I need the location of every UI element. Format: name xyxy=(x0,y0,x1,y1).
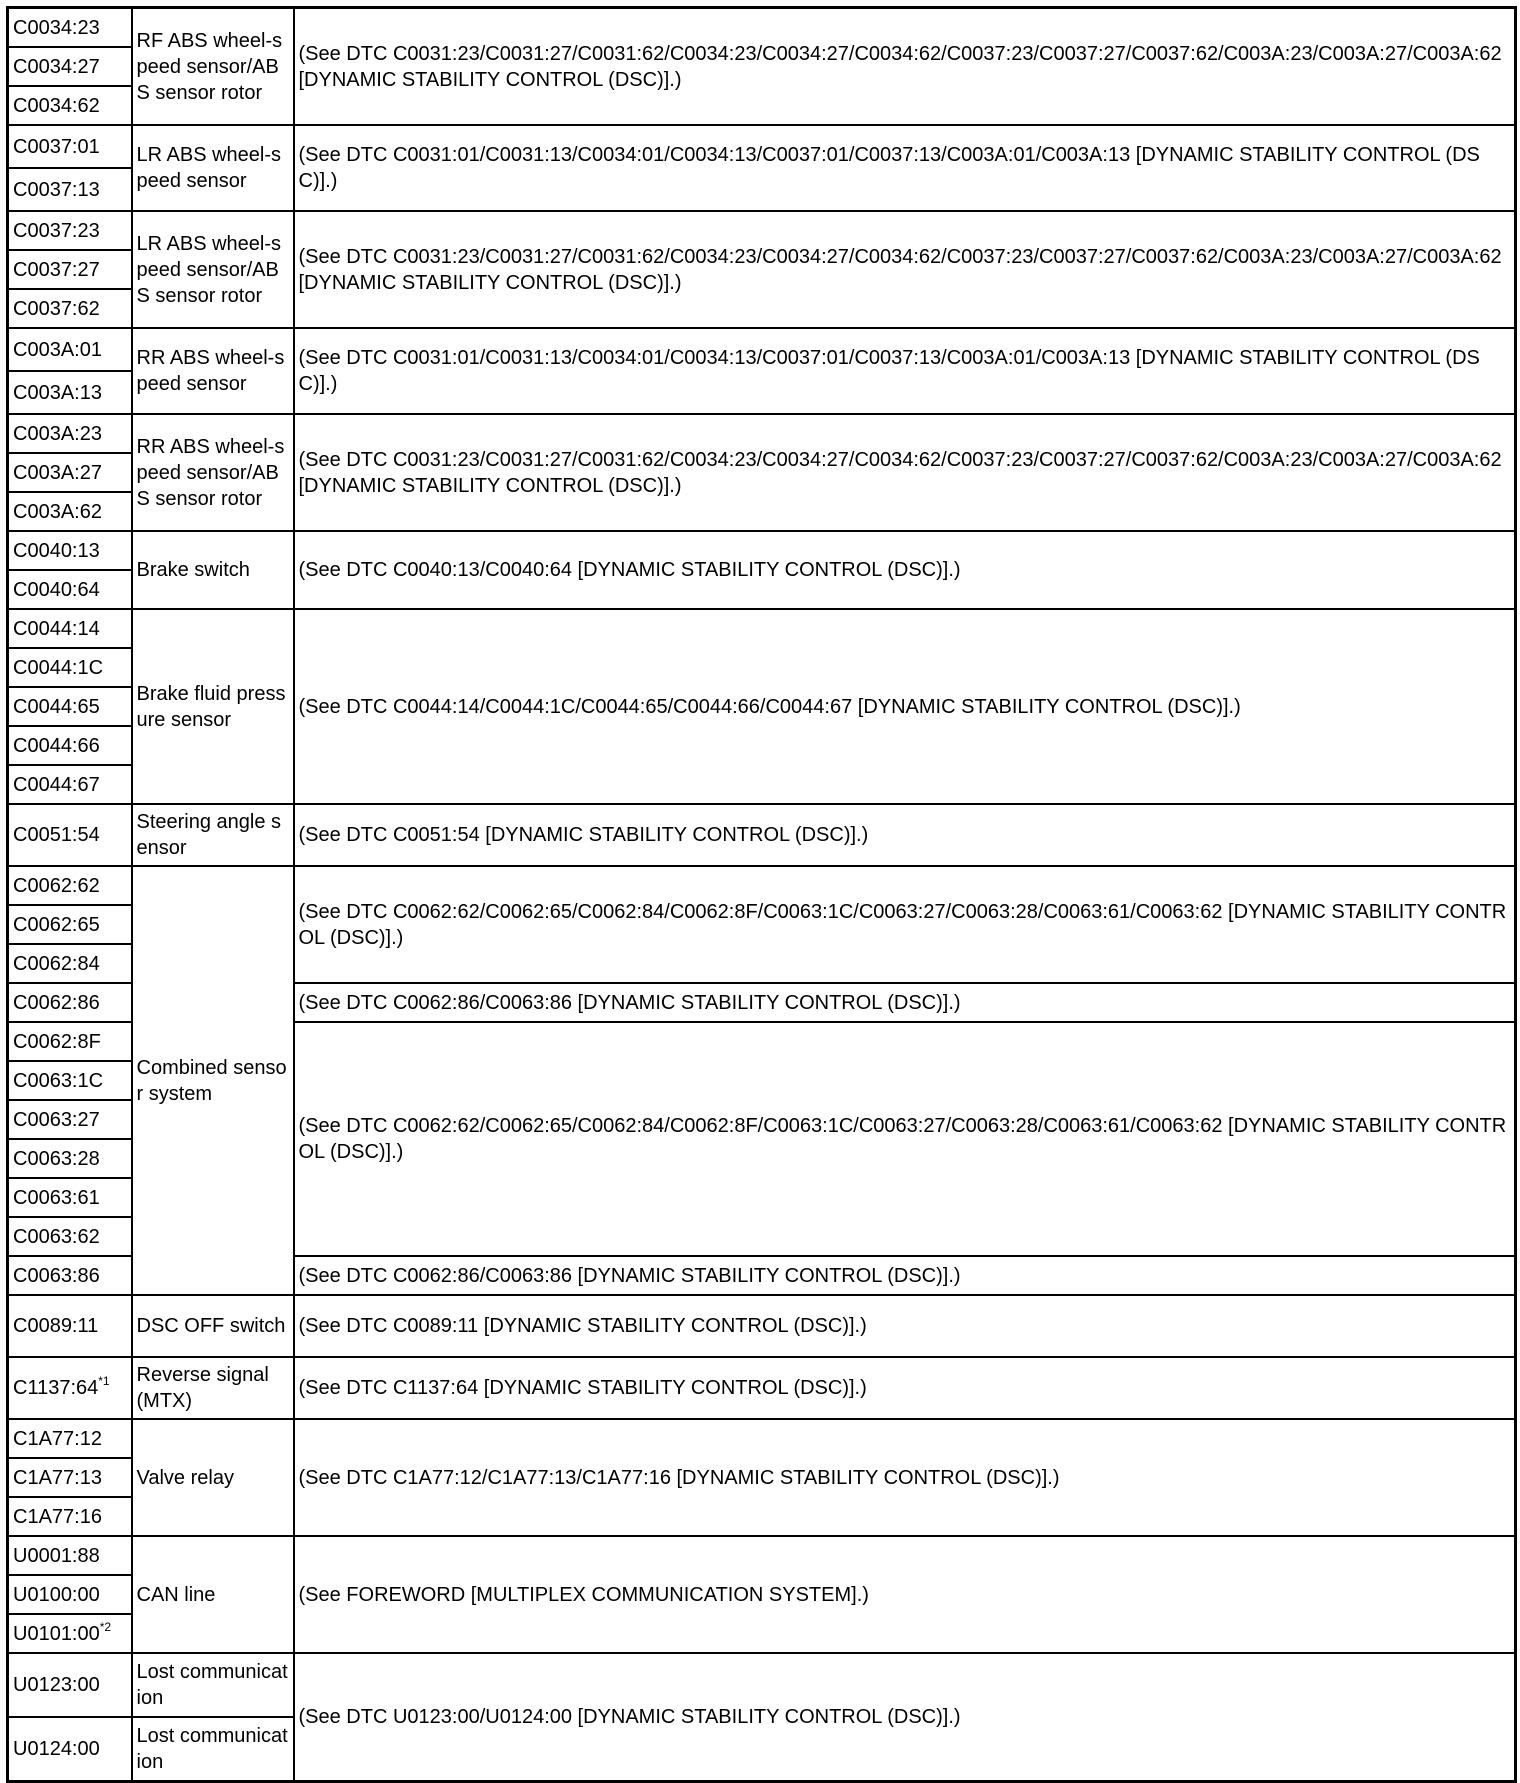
system-name: DSC OFF switch xyxy=(132,1295,294,1357)
system-name: Brake switch xyxy=(132,531,294,609)
dtc-code: C003A:23 xyxy=(8,414,132,453)
footnote-marker: *1 xyxy=(98,1374,110,1388)
reference-text: (See DTC C0089:11 [DYNAMIC STABILITY CONTROL (DSC)].) xyxy=(294,1295,1516,1357)
dtc-code: C0037:23 xyxy=(8,211,132,250)
table-row xyxy=(8,414,1516,453)
dtc-code: C003A:27 xyxy=(8,453,132,492)
system-name: Combined sensor system xyxy=(132,866,294,1295)
system-name: RF ABS wheel-speed sensor/ABS sensor rotor xyxy=(132,8,294,126)
dtc-code: C0037:27 xyxy=(8,250,132,289)
reference-text: (See DTC C0062:86/C0063:86 [DYNAMIC STABILITY CONTROL (DSC)].) xyxy=(294,1256,1516,1295)
system-name: Lost communication xyxy=(132,1717,294,1782)
system-name: RR ABS wheel-speed sensor/ABS sensor rotor xyxy=(132,414,294,531)
table-row xyxy=(8,8,1516,48)
system-name: RR ABS wheel-speed sensor xyxy=(132,328,294,414)
system-name: CAN line xyxy=(132,1536,294,1653)
table-row xyxy=(8,328,1516,371)
dtc-code: C0062:86 xyxy=(8,983,132,1022)
dtc-code: U0124:00 xyxy=(8,1717,132,1782)
dtc-code: C0034:62 xyxy=(8,86,132,125)
reference-text: (See DTC C0044:14/C0044:1C/C0044:65/C0044:66/C0044:67 [DYNAMIC STABILITY CONTROL (DSC)].) xyxy=(294,609,1516,804)
reference-text: (See DTC C0062:62/C0062:65/C0062:84/C0062:8F/C0063:1C/C0063:27/C0063:28/C0063:61/C0063:62 [DYNAMIC STABILITY CONTROL (DSC)].) xyxy=(294,1022,1516,1256)
dtc-table-page xyxy=(6,6,1514,1783)
table-row xyxy=(8,125,1516,168)
dtc-code: U0123:00 xyxy=(8,1653,132,1717)
system-name: Reverse signal (MTX) xyxy=(132,1357,294,1419)
dtc-code: C003A:01 xyxy=(8,328,132,371)
dtc-code: C0037:62 xyxy=(8,289,132,328)
system-name: Brake fluid pressure sensor xyxy=(132,609,294,804)
dtc-code: C0062:84 xyxy=(8,944,132,983)
system-name: Valve relay xyxy=(132,1419,294,1536)
dtc-table xyxy=(6,6,1517,1783)
dtc-code: C0062:65 xyxy=(8,905,132,944)
dtc-code: U0001:88 xyxy=(8,1536,132,1575)
reference-text: (See DTC C0031:23/C0031:27/C0031:62/C0034:23/C0034:27/C0034:62/C0037:23/C0037:27/C0037:62/C003A:23/C003A:27/C003A:62 [DYNAMIC STABILITY CONTROL (DSC)].) xyxy=(294,211,1516,328)
dtc-code: C0044:14 xyxy=(8,609,132,648)
reference-text: (See FOREWORD [MULTIPLEX COMMUNICATION SYSTEM].) xyxy=(294,1536,1516,1653)
table-row xyxy=(8,1357,1516,1419)
system-name: LR ABS wheel-speed sensor xyxy=(132,125,294,211)
reference-text: (See DTC U0123:00/U0124:00 [DYNAMIC STABILITY CONTROL (DSC)].) xyxy=(294,1653,1516,1782)
dtc-code: C0063:61 xyxy=(8,1178,132,1217)
table-row xyxy=(8,804,1516,866)
dtc-code: C1137:64$^{*1}$ xyxy=(8,1357,132,1419)
reference-text: (See DTC C0031:23/C0031:27/C0031:62/C0034:23/C0034:27/C0034:62/C0037:23/C0037:27/C0037:62/C003A:23/C003A:27/C003A:62 [DYNAMIC STABILITY CONTROL (DSC)].) xyxy=(294,414,1516,531)
dtc-code: C0044:66 xyxy=(8,726,132,765)
dtc-code: C0062:8F xyxy=(8,1022,132,1061)
dtc-code: C0037:01 xyxy=(8,125,132,168)
dtc-code: C0063:27 xyxy=(8,1100,132,1139)
dtc-code: C0037:13 xyxy=(8,168,132,211)
table-row xyxy=(8,1536,1516,1575)
table-row xyxy=(8,211,1516,250)
table-row xyxy=(8,1419,1516,1458)
reference-text: (See DTC C1137:64 [DYNAMIC STABILITY CONTROL (DSC)].) xyxy=(294,1357,1516,1419)
reference-text: (See DTC C1A77:12/C1A77:13/C1A77:16 [DYNAMIC STABILITY CONTROL (DSC)].) xyxy=(294,1419,1516,1536)
system-name: LR ABS wheel-speed sensor/ABS sensor rotor xyxy=(132,211,294,328)
dtc-code: C0044:1C xyxy=(8,648,132,687)
reference-text: (See DTC C0040:13/C0040:64 [DYNAMIC STABILITY CONTROL (DSC)].) xyxy=(294,531,1516,609)
reference-text: (See DTC C0062:62/C0062:65/C0062:84/C0062:8F/C0063:1C/C0063:27/C0063:28/C0063:61/C0063:62 [DYNAMIC STABILITY CONTROL (DSC)].) xyxy=(294,866,1516,983)
footnote-marker: *2 xyxy=(99,1619,112,1634)
reference-text: (See DTC C0051:54 [DYNAMIC STABILITY CONTROL (DSC)].) xyxy=(294,804,1516,866)
dtc-code: U0100:00 xyxy=(8,1575,132,1614)
dtc-code: C0062:62 xyxy=(8,866,132,905)
reference-text: (See DTC C0062:86/C0063:86 [DYNAMIC STABILITY CONTROL (DSC)].) xyxy=(294,983,1516,1022)
dtc-code: C0051:54 xyxy=(8,804,132,866)
dtc-code: C0089:11 xyxy=(8,1295,132,1357)
dtc-code: C1A77:16 xyxy=(8,1497,132,1536)
table-row xyxy=(8,866,1516,905)
table-row xyxy=(8,1295,1516,1357)
dtc-code: C003A:62 xyxy=(8,492,132,531)
reference-text: (See DTC C0031:01/C0031:13/C0034:01/C0034:13/C0037:01/C0037:13/C003A:01/C003A:13 [DYNAMIC STABILITY CONTROL (DSC)].) xyxy=(294,328,1516,414)
dtc-code: C0044:65 xyxy=(8,687,132,726)
dtc-code: C0044:67 xyxy=(8,765,132,804)
dtc-code: C0063:62 xyxy=(8,1217,132,1256)
table-row xyxy=(8,531,1516,570)
reference-text: (See DTC C0031:23/C0031:27/C0031:62/C0034:23/C0034:27/C0034:62/C0037:23/C0037:27/C0037:62/C003A:23/C003A:27/C003A:62 [DYNAMIC STABILITY CONTROL (DSC)].) xyxy=(294,8,1516,126)
table-row xyxy=(8,1653,1516,1717)
reference-text: (See DTC C0031:01/C0031:13/C0034:01/C0034:13/C0037:01/C0037:13/C003A:01/C003A:13 [DYNAMIC STABILITY CONTROL (DSC)].) xyxy=(294,125,1516,211)
dtc-code: C0063:86 xyxy=(8,1256,132,1295)
dtc-code: C0040:13 xyxy=(8,531,132,570)
dtc-code: C0034:27 xyxy=(8,47,132,86)
dtc-code: C1A77:12 xyxy=(8,1419,132,1458)
table-row xyxy=(8,609,1516,648)
system-name: Steering angle sensor xyxy=(132,804,294,866)
dtc-code: C0063:1C xyxy=(8,1061,132,1100)
dtc-code: C0063:28 xyxy=(8,1139,132,1178)
dtc-code: C003A:13 xyxy=(8,371,132,414)
dtc-code: C1A77:13 xyxy=(8,1458,132,1497)
dtc-code: C0034:23 xyxy=(8,8,132,48)
system-name: Lost communication xyxy=(132,1653,294,1717)
dtc-code: C0040:64 xyxy=(8,570,132,609)
dtc-code: U0101:00$^{*2}$ xyxy=(8,1614,132,1653)
